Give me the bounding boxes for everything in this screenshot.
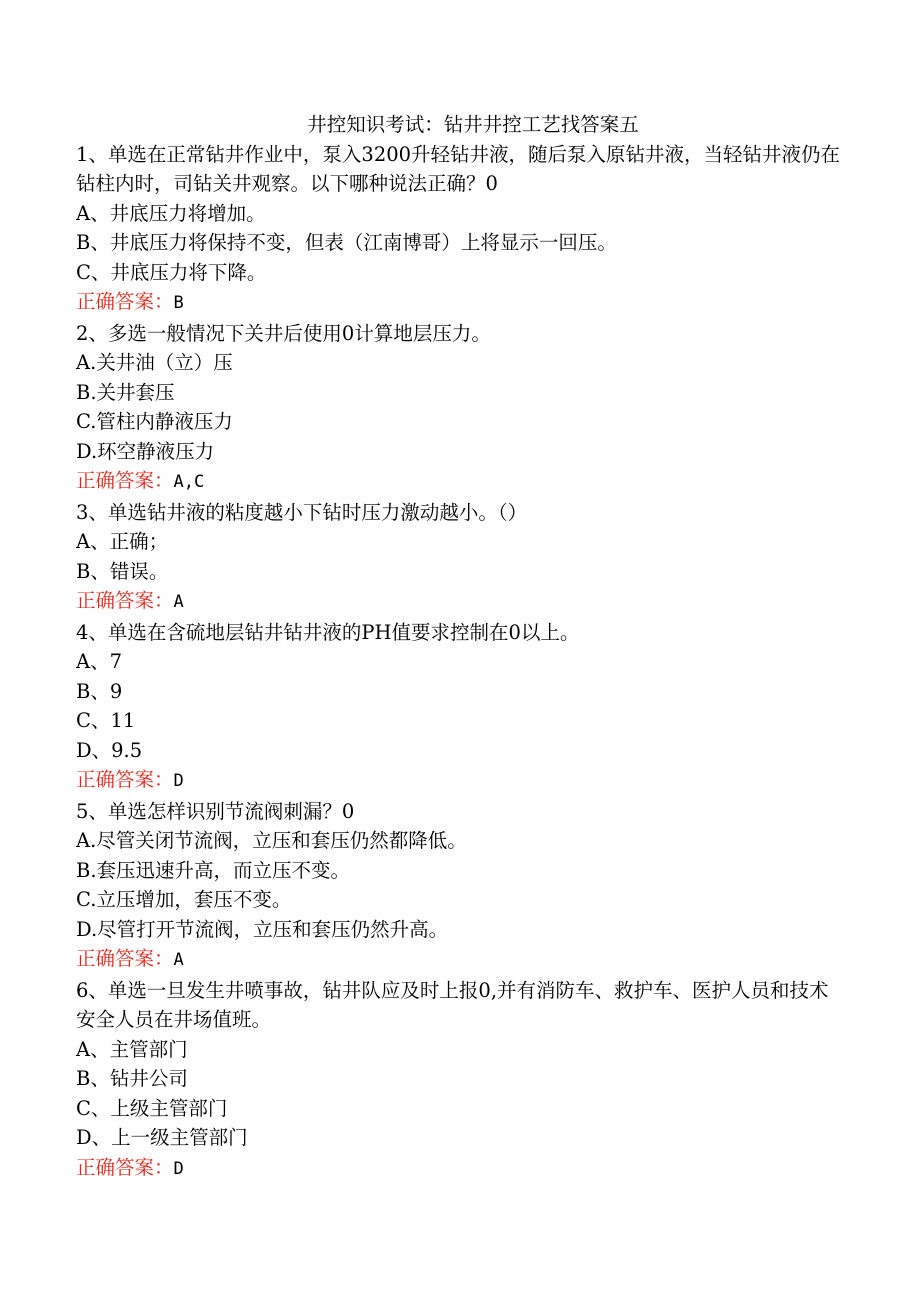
document-title: 井控知识考试：钻井井控工艺找答案五 [307, 113, 639, 136]
question-text: 3、单选钻井液的粘度越小下钻时压力激动越小。（） [76, 500, 528, 524]
answer-option: D.环空静液压力 [76, 439, 215, 463]
correct-answer [76, 944, 846, 976]
correct-answer [76, 287, 846, 319]
correct-answer [76, 586, 846, 618]
answer-option: B、错误。 [76, 559, 169, 583]
correct-answer [76, 765, 846, 797]
correct-answer-label: 正确答案： [76, 947, 174, 970]
answer-option: D.尽管打开节流阀，立压和套压仍然升高。 [76, 917, 449, 941]
question-block [76, 618, 846, 797]
question-block [76, 797, 846, 976]
answer-option: D、上一级主管部门 [76, 1126, 248, 1149]
answer-option: C、11 [76, 709, 136, 732]
question-text: 4、单选在含硫地层钻井钻井液的PH值要求控制在0以上。 [76, 620, 580, 644]
answer-option: A、井底压力将增加。 [76, 201, 266, 225]
correct-answer-label: 正确答案： [76, 469, 174, 492]
answer-option: A.关井油（立）压 [76, 351, 233, 374]
question-block [76, 498, 846, 618]
correct-answer-value: D [173, 1158, 184, 1179]
answer-option: A、主管部门 [76, 1037, 188, 1061]
answer-option: B、钻井公司 [76, 1067, 188, 1090]
question-block [76, 140, 846, 319]
correct-answer-value: D [173, 771, 184, 791]
correct-answer-value: A [173, 950, 184, 970]
answer-option: B、9 [76, 679, 123, 703]
question-text: 6、单选一旦发生井喷事故，钻井队应及时上报0,并有消防车、救护车、医护人员和技术安全人员在井场值班。 [76, 978, 829, 1031]
correct-answer-label: 正确答案： [76, 1155, 174, 1179]
question-text: 1、单选在正常钻井作业中，泵入3200升轻钻井液，随后泵入原钻井液，当轻钻井液仍在钻柱内时，司钻关井观察。以下哪种说法正确？0 [76, 142, 841, 195]
answer-option: C.管柱内静液压力 [76, 410, 233, 433]
correct-answer-label: 正确答案： [76, 768, 174, 791]
correct-answer [76, 1153, 846, 1185]
answer-option: D、9.5 [76, 738, 143, 762]
question-block [76, 319, 846, 498]
answer-option: B.关井套压 [76, 380, 175, 404]
answer-option: B、井底压力将保持不变，但表（江南博哥）上将显示一回压。 [76, 231, 617, 254]
answer-option: C.立压增加，套压不变。 [76, 888, 292, 911]
answer-option: A.尽管关闭节流阀，立压和套压仍然都降低。 [76, 829, 467, 852]
answer-option: C、上级主管部门 [76, 1096, 228, 1120]
correct-answer-label: 正确答案： [76, 589, 174, 612]
document-page [76, 110, 846, 1184]
answer-option: A、正确； [76, 530, 169, 553]
answer-option: A、7 [76, 650, 122, 673]
answer-option: C、井底压力将下降。 [76, 260, 267, 284]
correct-answer-label: 正确答案： [76, 290, 174, 313]
answer-option: B.套压迅速升高，而立压不变。 [76, 858, 351, 882]
correct-answer-value: A,C [173, 472, 205, 492]
correct-answer-value: A [173, 592, 184, 612]
question-block [76, 976, 846, 1185]
question-text: 2、多选一般情况下关井后使用0计算地层压力。 [76, 321, 491, 345]
question-text: 5、单选怎样识别节流阀刺漏？0 [76, 799, 355, 823]
correct-answer-value: B [173, 293, 184, 313]
correct-answer [76, 466, 846, 498]
question-list [76, 140, 846, 1185]
